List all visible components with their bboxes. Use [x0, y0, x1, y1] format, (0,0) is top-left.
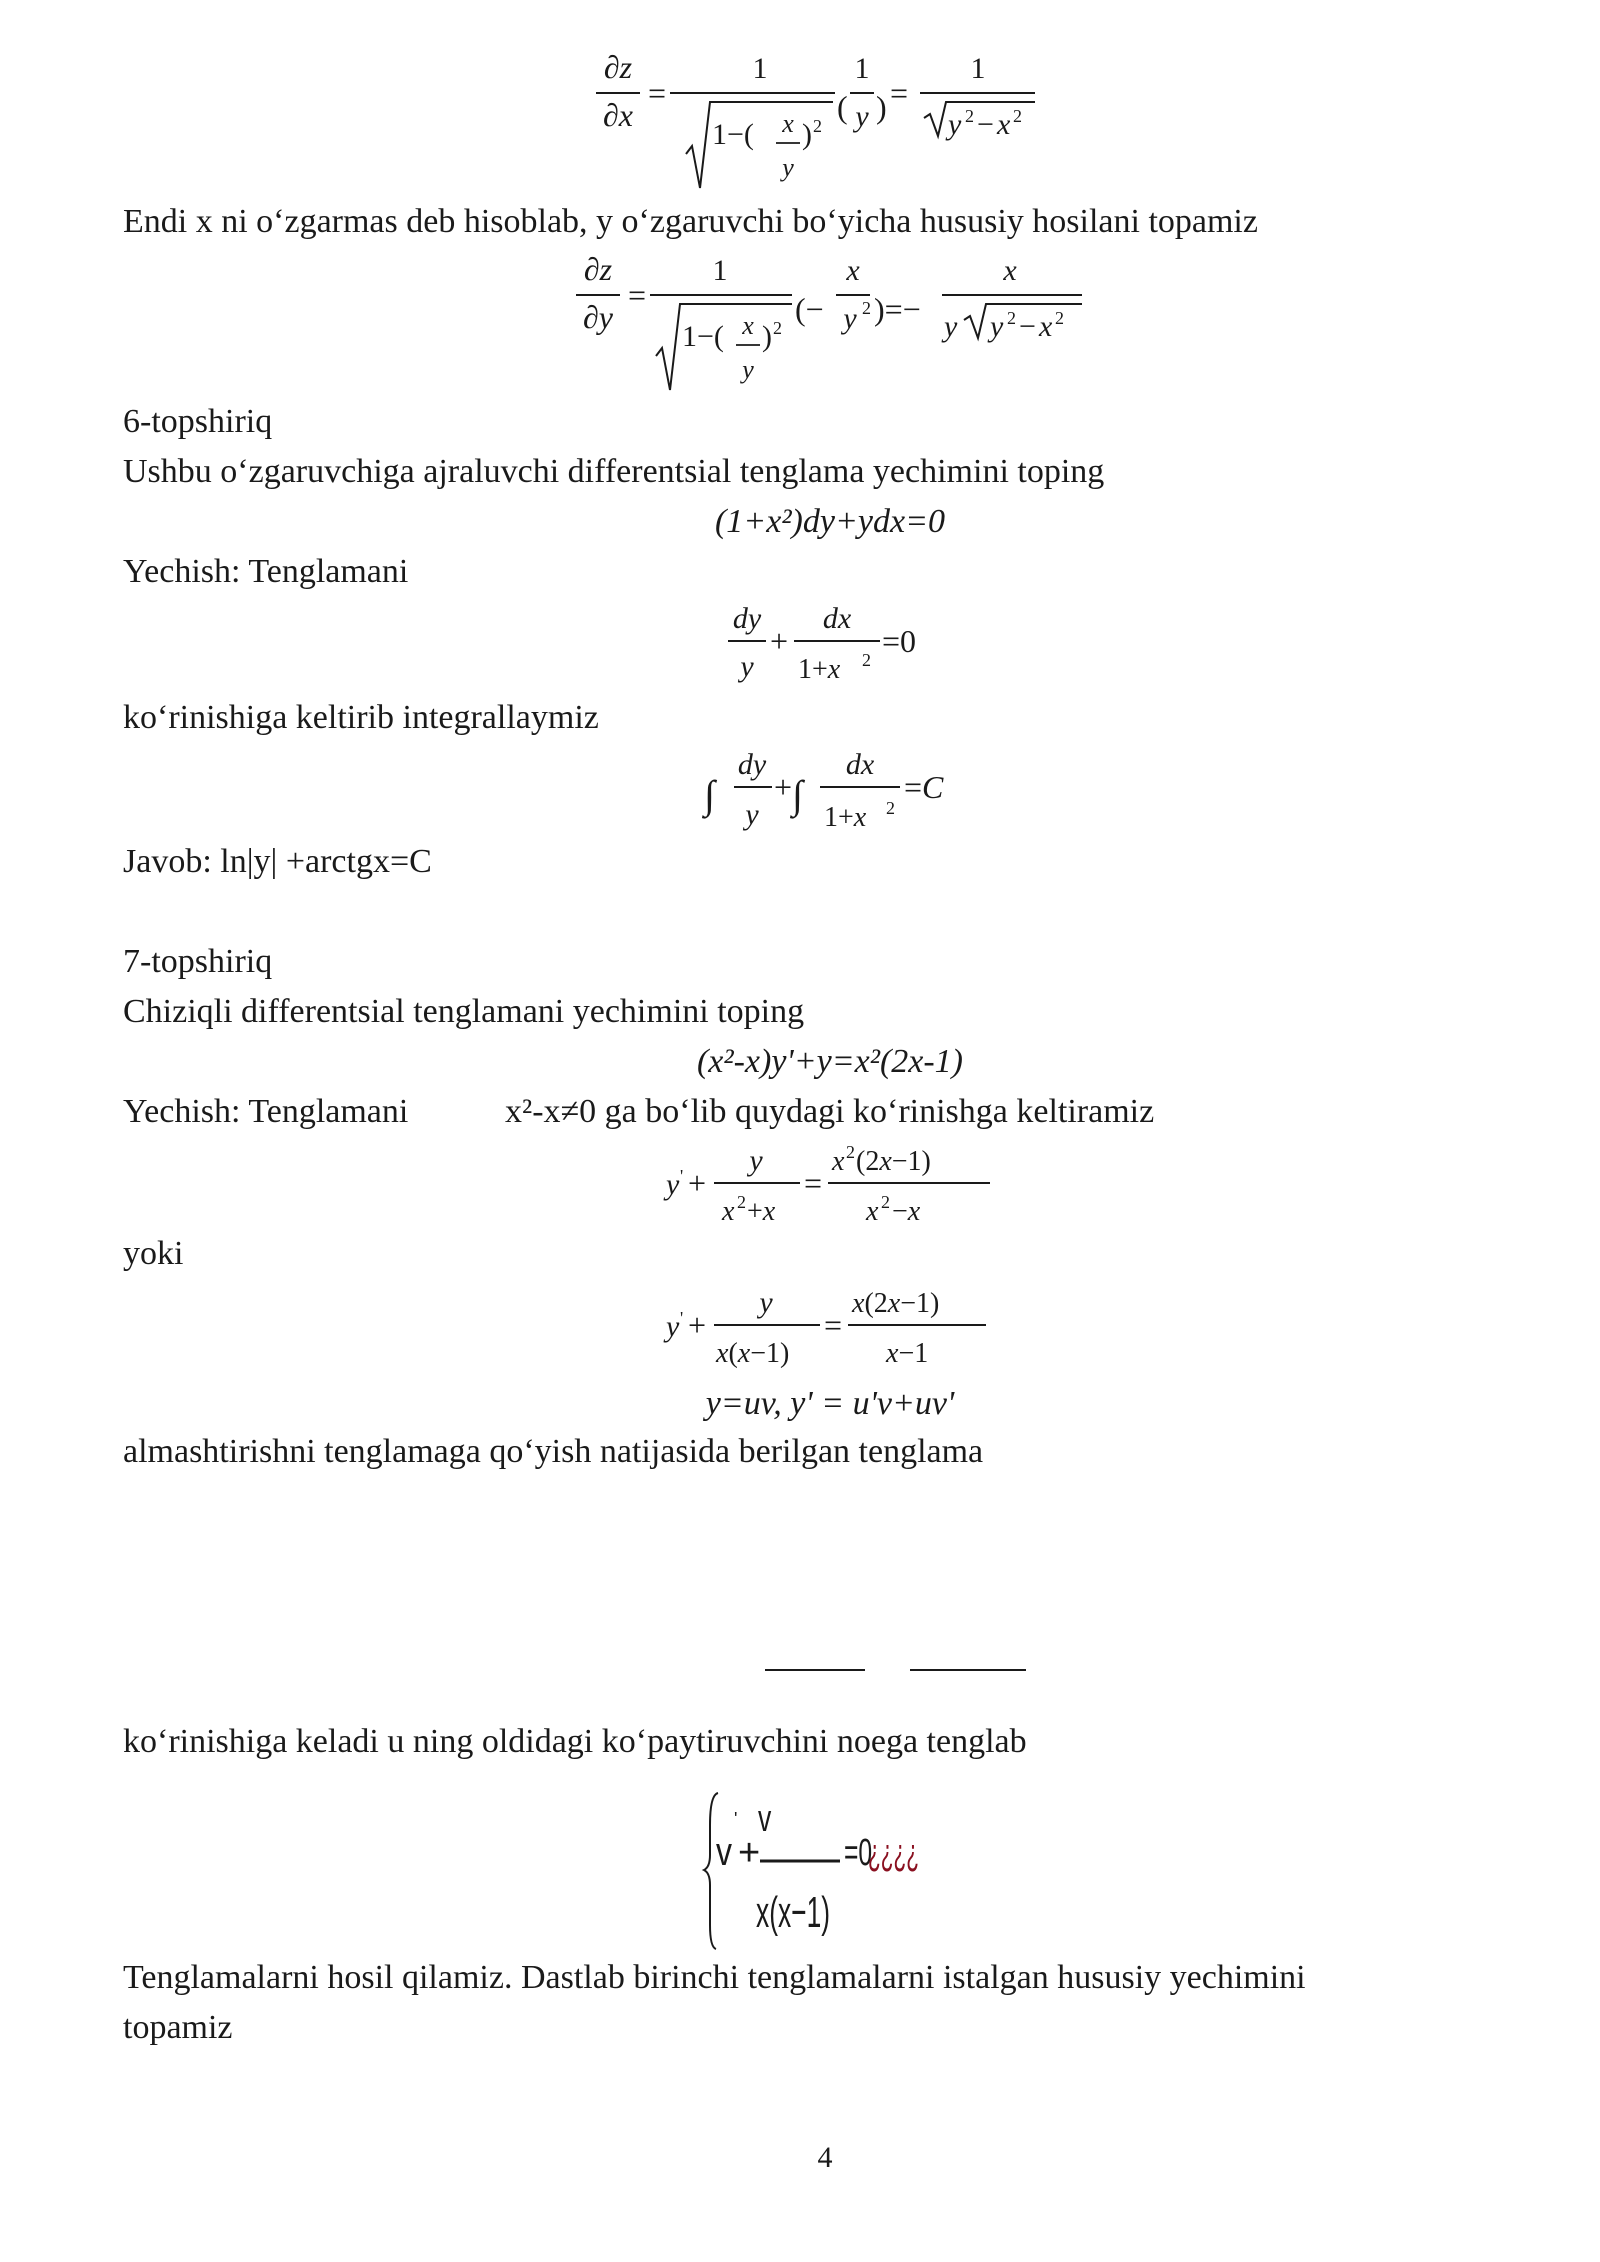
svg-text:1: 1 [970, 52, 986, 85]
text-line: almashtirishni tenglamaga qo‘yish natijasida berilgan tenglama [123, 1433, 984, 1470]
text-line: Tenglamalarni hosil qilamiz. Dastlab birinchi tenglamalarni istalgan hususiy yechimini [123, 1959, 1306, 1996]
svg-text:1−(: 1−( [712, 118, 754, 151]
svg-text:+: + [774, 769, 793, 805]
svg-text:2: 2 [846, 1142, 855, 1162]
svg-text:1−(: 1−( [682, 320, 724, 353]
svg-text:∂z: ∂z [583, 251, 613, 287]
svg-text:y: y [948, 108, 962, 141]
svg-text:−: − [977, 108, 994, 141]
svg-text:∂y: ∂y [582, 299, 614, 335]
svg-text:+: + [770, 623, 789, 659]
svg-text:): ) [762, 320, 772, 353]
svg-text:2: 2 [886, 798, 895, 818]
svg-text:x: x [866, 1196, 879, 1227]
svg-text:y: y [745, 798, 759, 831]
svg-text:x: x [722, 1196, 735, 1227]
svg-text:': ' [680, 1166, 684, 1186]
svg-text:y: y [990, 310, 1004, 343]
text-line: Endi x ni o‘zgarmas deb hisoblab, y o‘zgaruvchi bo‘yicha hususiy hosilani topamiz [123, 203, 1258, 240]
svg-text:−: − [1019, 310, 1036, 343]
equation-dz-dy [570, 250, 1090, 400]
equation-normalized [660, 1138, 1000, 1238]
text-line: Chiziqli differentsial tenglamani yechimini toping [123, 993, 805, 1030]
svg-text:': ' [734, 1809, 738, 1829]
svg-text:y: y [855, 100, 869, 133]
svg-text:): ) [802, 118, 812, 151]
svg-text:x: x [742, 311, 754, 340]
text-line: Ushbu o‘zgaruvchiga ajraluvchi differentsial tenglama yechimini toping [123, 453, 1105, 490]
svg-text:y: y [742, 355, 754, 384]
svg-text:x: x [1039, 310, 1053, 343]
text-line: x²-x≠0 ga bo‘lib quydagi ko‘rinishga keltiramiz [505, 1093, 1155, 1130]
svg-text:x−1: x−1 [886, 1338, 929, 1369]
svg-text:dy: dy [737, 748, 767, 781]
svg-text:∂x: ∂x [602, 97, 634, 133]
svg-text:=0: =0 [844, 1830, 873, 1874]
svg-text:2: 2 [881, 1192, 890, 1212]
equation-system-handwritten [700, 1785, 980, 1955]
svg-text:2: 2 [862, 298, 871, 318]
svg-text:2: 2 [965, 106, 974, 126]
svg-text:y: y [944, 310, 958, 343]
svg-text:2: 2 [737, 1192, 746, 1212]
blank-line [765, 1669, 865, 1671]
svg-text:2: 2 [1013, 106, 1022, 126]
svg-text:∫: ∫ [792, 772, 803, 817]
svg-text:(2x−1): (2x−1) [856, 1146, 931, 1177]
text-line: Yechish: Tenglamani [123, 553, 409, 590]
svg-text:y: y [749, 1144, 763, 1177]
svg-text:=: = [804, 1165, 823, 1201]
svg-text:v: v [716, 1828, 732, 1874]
svg-text:=: = [648, 75, 667, 111]
text-line: yoki [123, 1235, 184, 1272]
svg-text:2: 2 [1055, 308, 1064, 328]
svg-text:1: 1 [854, 52, 870, 85]
equation-substitution: y=uv, y' = u'v+uv' [705, 1385, 955, 1422]
blank-line [910, 1669, 1026, 1671]
svg-text:v: v [758, 1796, 772, 1840]
svg-text:y: y [782, 153, 794, 182]
svg-text:+x: +x [747, 1196, 776, 1227]
svg-text:y: y [843, 302, 857, 335]
svg-text:1: 1 [712, 254, 728, 287]
svg-text:1+x: 1+x [798, 654, 841, 685]
svg-text:y: y [740, 650, 754, 683]
svg-text:−x: −x [892, 1196, 921, 1227]
svg-text:¿¿¿¿: ¿¿¿¿ [868, 1831, 920, 1874]
equation-integral [700, 742, 960, 842]
svg-text:): ) [876, 89, 887, 125]
svg-text:∫: ∫ [704, 772, 715, 817]
text-line: topamiz [123, 2009, 233, 2046]
svg-text:=: = [824, 1307, 843, 1343]
svg-text:y: y [666, 1168, 680, 1201]
equation-task7: (x²-x)y'+y=x²(2x-1) [696, 1043, 964, 1080]
svg-text:x: x [997, 108, 1011, 141]
svg-text:x: x [782, 109, 794, 138]
svg-text:dy: dy [732, 602, 762, 635]
svg-text:+: + [688, 1165, 707, 1201]
svg-text:=: = [628, 277, 647, 313]
text-line: 7-topshiriq [123, 943, 273, 980]
svg-text:=C: =C [904, 769, 944, 805]
svg-text:x: x [832, 1146, 845, 1177]
svg-text:2: 2 [773, 318, 782, 338]
svg-text:1: 1 [752, 52, 768, 85]
text-line: Javob: ln|y| +arctgx=C [123, 843, 432, 880]
svg-text:1+x: 1+x [824, 802, 867, 833]
svg-text:2: 2 [1007, 308, 1016, 328]
svg-text:dx: dx [845, 748, 875, 781]
svg-text:)=−: )=− [874, 291, 921, 327]
svg-text:(: ( [837, 89, 848, 125]
svg-text:x(2x−1): x(2x−1) [852, 1288, 940, 1319]
svg-text:∂z: ∂z [603, 49, 633, 85]
page-number: 4 [817, 2141, 833, 2174]
equation-separated [722, 598, 942, 688]
svg-text:y: y [666, 1310, 680, 1343]
svg-text:x: x [1003, 254, 1017, 287]
svg-text:(−: (− [795, 291, 824, 327]
svg-text:x: x [846, 254, 860, 287]
svg-text:2: 2 [862, 650, 871, 670]
equation-task6: (1+x²)dy+ydx=0 [714, 503, 946, 540]
svg-text:x(x−1): x(x−1) [756, 1886, 831, 1937]
text-line: ko‘rinishiga keladi u ning oldidagi ko‘paytiruvchini noega tenglab [123, 1723, 1027, 1760]
svg-text:x(x−1): x(x−1) [716, 1338, 790, 1369]
equation-simplified [660, 1280, 1000, 1380]
equation-dz-dx [590, 48, 1050, 198]
svg-text:+: + [738, 1832, 761, 1874]
text-line: 6-topshiriq [123, 403, 273, 440]
text-line: ko‘rinishiga keltirib integrallaymiz [123, 699, 599, 736]
svg-text:': ' [680, 1308, 684, 1328]
svg-text:2: 2 [813, 116, 822, 136]
svg-text:y: y [759, 1286, 773, 1319]
svg-text:dx: dx [822, 602, 852, 635]
svg-text:=0: =0 [882, 623, 917, 659]
text-line: Yechish: Tenglamani [123, 1093, 409, 1130]
svg-text:+: + [688, 1307, 707, 1343]
svg-text:=: = [890, 75, 909, 111]
